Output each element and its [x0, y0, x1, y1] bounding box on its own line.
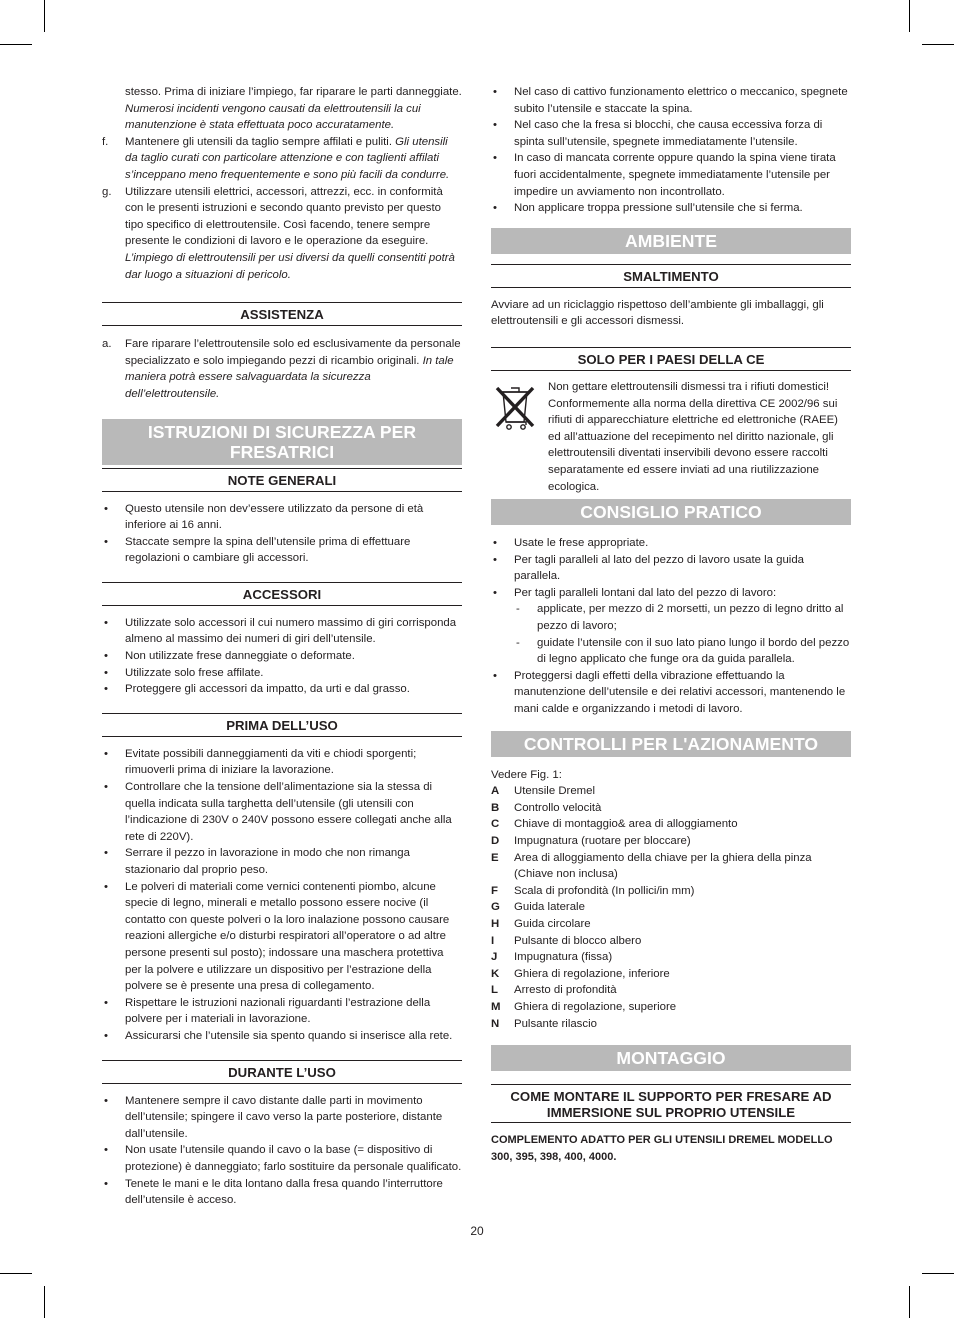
section-heading-prima-uso: PRIMA DELL’USO — [102, 713, 462, 737]
legend-text: Arresto di profondità — [514, 984, 617, 997]
sub-list — [514, 601, 851, 667]
page-number: 20 — [470, 1224, 484, 1238]
list-item: • Controllare che la tensione dell’alimentazione sia la stessa di quella indicata sulla targhetta dell’utensile (gli utensili con l’indicazione di 230V o 240V possono essere collegati anche alla rete di 220V). — [102, 779, 462, 845]
section-heading-montare: COME MONTARE IL SUPPORTO PER FRESARE AD IMMERSIONE SUL PROPRIO UTENSILE — [491, 1084, 851, 1123]
section-heading-consiglio: CONSIGLIO PRATICO — [491, 499, 851, 525]
list-item: • Questo utensile non dev’essere utilizzato da persone di età inferiore ai 16 anni. — [102, 501, 462, 534]
section-heading-accessori: ACCESSORI — [102, 582, 462, 606]
list-item: • Le polveri di materiali come vernici contenenti piombo, alcune specie di legno, minerali e metallo possono essere nocive (il contatto con queste polveri o la loro inalazione possono causare reazioni allergiche e/o disturbi respiratori all’operatore o ad altre persone presenti sul posto); indossare una maschera protettiva per la polvere e utilizzare un dispositivo per l’estrazione della polvere se è presente una presa di collegamento. — [102, 879, 462, 995]
legend-text: Pulsante rilascio — [514, 1017, 597, 1030]
legend-item — [491, 850, 851, 883]
crop-mark — [909, 1286, 910, 1318]
section-heading-istruzioni: ISTRUZIONI DI SICUREZZA PER FRESATRICI — [102, 419, 462, 465]
crop-mark — [44, 1286, 45, 1318]
legend-text: Utensile Dremel — [514, 785, 596, 798]
legend-text: Impugnatura (fissa) — [514, 951, 613, 964]
legend-item — [491, 816, 851, 833]
section-heading-smaltimento: SMALTIMENTO — [491, 264, 851, 288]
intro-list — [102, 134, 462, 283]
legend-key: B — [491, 801, 500, 814]
legend-key: C — [491, 818, 500, 831]
list-text: Per tagli paralleli lontani dal lato del pezzo di lavoro: — [514, 586, 777, 599]
legend-item — [491, 833, 851, 850]
sub-list-item: - guidate l’utensile con il suo lato piano lungo il bordo del pezzo di legno applicato che funge ora da guida parallela. — [514, 635, 851, 668]
list-item: • Evitate possibili danneggiamenti da viti e chiodi sporgenti; rimuoverli prima di iniziare la lavorazione. — [102, 746, 462, 779]
list-text: Fare riparare l’elettroutensile solo ed esclusivamente da personale specializzato e solo impiegando pezzi di ricambio originali. — [125, 338, 461, 367]
ce-block — [491, 379, 851, 495]
prima-uso-list — [102, 746, 462, 1045]
section-heading-controlli: CONTROLLI PER L'AZIONAMENTO — [491, 731, 851, 757]
section-heading-durante-uso: DURANTE L’USO — [102, 1060, 462, 1084]
sub-list-item: - applicate, per mezzo di 2 morsetti, un pezzo di legno dritto al pezzo di lavoro; — [514, 601, 851, 634]
legend-key: H — [491, 917, 500, 930]
intro-continuation — [102, 84, 462, 134]
list-item — [102, 134, 462, 184]
section-heading-ambiente: AMBIENTE — [491, 228, 851, 254]
right-column — [491, 84, 851, 1165]
crop-mark — [909, 0, 910, 32]
assistenza-list — [102, 336, 462, 402]
list-italic: L’impiego di elettroutensili per usi diversi da quelli consentiti potrà dar luogo a situazioni di pericolo. — [125, 251, 455, 281]
legend-text: Ghiera di regolazione, inferiore — [514, 967, 670, 980]
legend-item — [491, 949, 851, 966]
legend-text: Scala di profondità (In pollici/in mm) — [514, 884, 695, 897]
legend-key: A — [491, 785, 500, 798]
montaggio-note: COMPLEMENTO ADATTO PER GLI UTENSILI DREMEL MODELLO 300, 395, 398, 400, 4000. — [491, 1134, 833, 1163]
section-heading-assistenza: ASSISTENZA — [102, 302, 462, 326]
consiglio-list — [491, 535, 851, 718]
intro-text: stesso. Prima di iniziare l’impiego, far riparare le parti danneggiate. — [125, 86, 462, 98]
intro-italic: Numerosi incidenti vengono causati da elettroutensili la cui manutenzione è stata effettuata poco accuratamente. — [125, 102, 421, 132]
legend-key: L — [491, 984, 498, 997]
crop-mark — [44, 0, 45, 32]
legend-text: Impugnatura (ruotare per bloccare) — [514, 835, 691, 847]
list-item: • Staccate sempre la spina dell’utensile prima di effettuare regolazioni o cambiare gli accessori. — [102, 534, 462, 567]
smaltimento-text: Avviare ad un riciclaggio rispettoso dell’ambiente gli imballaggi, gli elettroutensili e gli accessori dismessi. — [491, 298, 824, 328]
legend-key: I — [491, 934, 495, 947]
list-item: • Proteggere gli accessori da impatto, da urti e dal grasso. — [102, 681, 462, 698]
list-item: • Tenete le mani e le dita lontano dalla fresa quando l’interruttore dell’utensile è acceso. — [102, 1176, 462, 1209]
list-marker: a. — [102, 338, 112, 351]
list-item: • Per tagli paralleli al lato del pezzo di lavoro usate la guida parallela. — [491, 552, 851, 585]
list-italic: Gli utensili da taglio curati con particolare attenzione e con taglienti affilati s’inceppano meno frequentemente e sono più facili da condurre. — [125, 135, 450, 181]
controlli-legend — [491, 783, 851, 1032]
legend-item — [491, 883, 851, 900]
legend-item — [491, 933, 851, 950]
list-italic: In tale maniera potrà essere salvaguardata la sicurezza dell’elettroutensile. — [125, 354, 454, 400]
legend-key: N — [491, 1017, 500, 1030]
list-item: • Nel caso di cattivo funzionamento elettrico o meccanico, spegnete subito l’utensile e staccate la spina. — [491, 84, 851, 117]
legend-key: E — [491, 851, 499, 864]
accessori-list — [102, 615, 462, 698]
section-heading-note-generali: NOTE GENERALI — [102, 468, 462, 492]
legend-text: Controllo velocità — [514, 801, 602, 814]
crossed-bin-icon — [491, 382, 539, 432]
list-item: • Usate le frese appropriate. — [491, 535, 851, 552]
legend-text: Pulsante di blocco albero — [514, 934, 642, 947]
list-item — [102, 336, 462, 402]
list-item — [102, 184, 462, 284]
legend-key: K — [491, 967, 500, 980]
list-item — [491, 585, 851, 668]
list-item: • Utilizzate solo frese affilate. — [102, 665, 462, 682]
crop-mark — [0, 1273, 32, 1274]
list-item: • Serrare il pezzo in lavorazione in modo che non rimanga stazionario dal proprio peso. — [102, 845, 462, 878]
legend-text: Chiave di montaggio& area di alloggiamento — [514, 818, 738, 831]
legend-text: Area di alloggiamento della chiave per la ghiera della pinza (Chiave non inclusa) — [514, 851, 812, 881]
section-heading-solo-ce: SOLO PER I PAESI DELLA CE — [491, 347, 851, 371]
list-item: • Assicurarsi che l’utensile sia spento quando si inserisce alla rete. — [102, 1028, 462, 1045]
durante-uso-list — [102, 1093, 462, 1209]
note-generali-list — [102, 501, 462, 567]
legend-text: Guida laterale — [514, 901, 585, 914]
legend-item — [491, 982, 851, 999]
list-item: • Rispettare le istruzioni nazionali riguardanti l’estrazione della polvere per i materiali in lavorazione. — [102, 995, 462, 1028]
legend-key: J — [491, 951, 498, 964]
list-item: • Utilizzate solo accessori il cui numero massimo di giri corrisponda almeno al massimo dei numeri di giri dell’utensile. — [102, 615, 462, 648]
list-text: Utilizzare utensili elettrici, accessori, attrezzi, ecc. in conformità con le presenti istruzioni e secondo quanto previsto per questo tipo specifico di elettroutensile. Così facendo, tenere sempre presente le condizioni di lavoro e le operazione da eseguire. — [125, 185, 443, 248]
legend-key: M — [491, 1000, 501, 1013]
ce-text: Non gettare elettroutensili dismessi tra i rifiuti domestici! Conformemente alla norma della direttiva CE 2002/96 sui rifiuti di apparecchiature elettriche ed elettroniche (RAEE) ed all’attuazione del recepimento nel diritto nazionale, gli elettroutensili diventati inservibili devono essere raccolti separatamente ed essere inviati ad una riutilizzazione ecologica. — [548, 380, 838, 493]
crop-mark — [922, 44, 954, 45]
left-column — [102, 84, 462, 1209]
list-text: Mantenere gli utensili da taglio sempre affilati e puliti. — [125, 135, 396, 148]
list-item: • In caso di mancata corrente oppure quando la spina viene tirata fuori accidentalmente, spegnete immediatamente l’utensile per impedire un avviamento non incontrollato. — [491, 150, 851, 200]
section-heading-montaggio: MONTAGGIO — [491, 1045, 851, 1071]
legend-item — [491, 1016, 851, 1033]
list-item: • Mantenere sempre il cavo distante dalle parti in movimento dell’utensile; spingere il cavo verso la parte posteriore, distante dall’utensile. — [102, 1093, 462, 1143]
legend-key: D — [491, 835, 500, 847]
legend-item — [491, 800, 851, 817]
legend-item — [491, 899, 851, 916]
crop-mark — [922, 1273, 954, 1274]
list-item: • Proteggersi dagli effetti della vibrazione effettuando la manutenzione dell’utensile e dei relativi accessori, mantenendo le mani calde e organizzando i metodi di lavoro. — [491, 668, 851, 718]
legend-item — [491, 783, 851, 800]
list-item: • Non applicare troppa pressione sull’utensile che si ferma. — [491, 200, 851, 217]
legend-item — [491, 999, 851, 1016]
controlli-intro: Vedere Fig. 1: — [491, 768, 562, 781]
legend-item — [491, 966, 851, 983]
list-item: • Nel caso che la fresa si blocchi, che causa eccessiva forza di spinta sull’utensile, spegnete immediatamente l’utensile. — [491, 117, 851, 150]
crop-mark — [0, 44, 32, 45]
list-marker: f. — [102, 135, 109, 148]
top-list — [491, 84, 851, 217]
list-marker: g. — [102, 185, 112, 198]
legend-text: Guida circolare — [514, 917, 591, 930]
legend-key: F — [491, 884, 498, 897]
list-item: • Non usate l’utensile quando il cavo o la base (= dispositivo di protezione) è danneggiato; farlo sostituire da personale qualificato. — [102, 1142, 462, 1175]
legend-item — [491, 916, 851, 933]
legend-key: G — [491, 901, 500, 914]
legend-text: Ghiera di regolazione, superiore — [514, 1000, 677, 1013]
list-item: • Non utilizzate frese danneggiate o deformate. — [102, 648, 462, 665]
